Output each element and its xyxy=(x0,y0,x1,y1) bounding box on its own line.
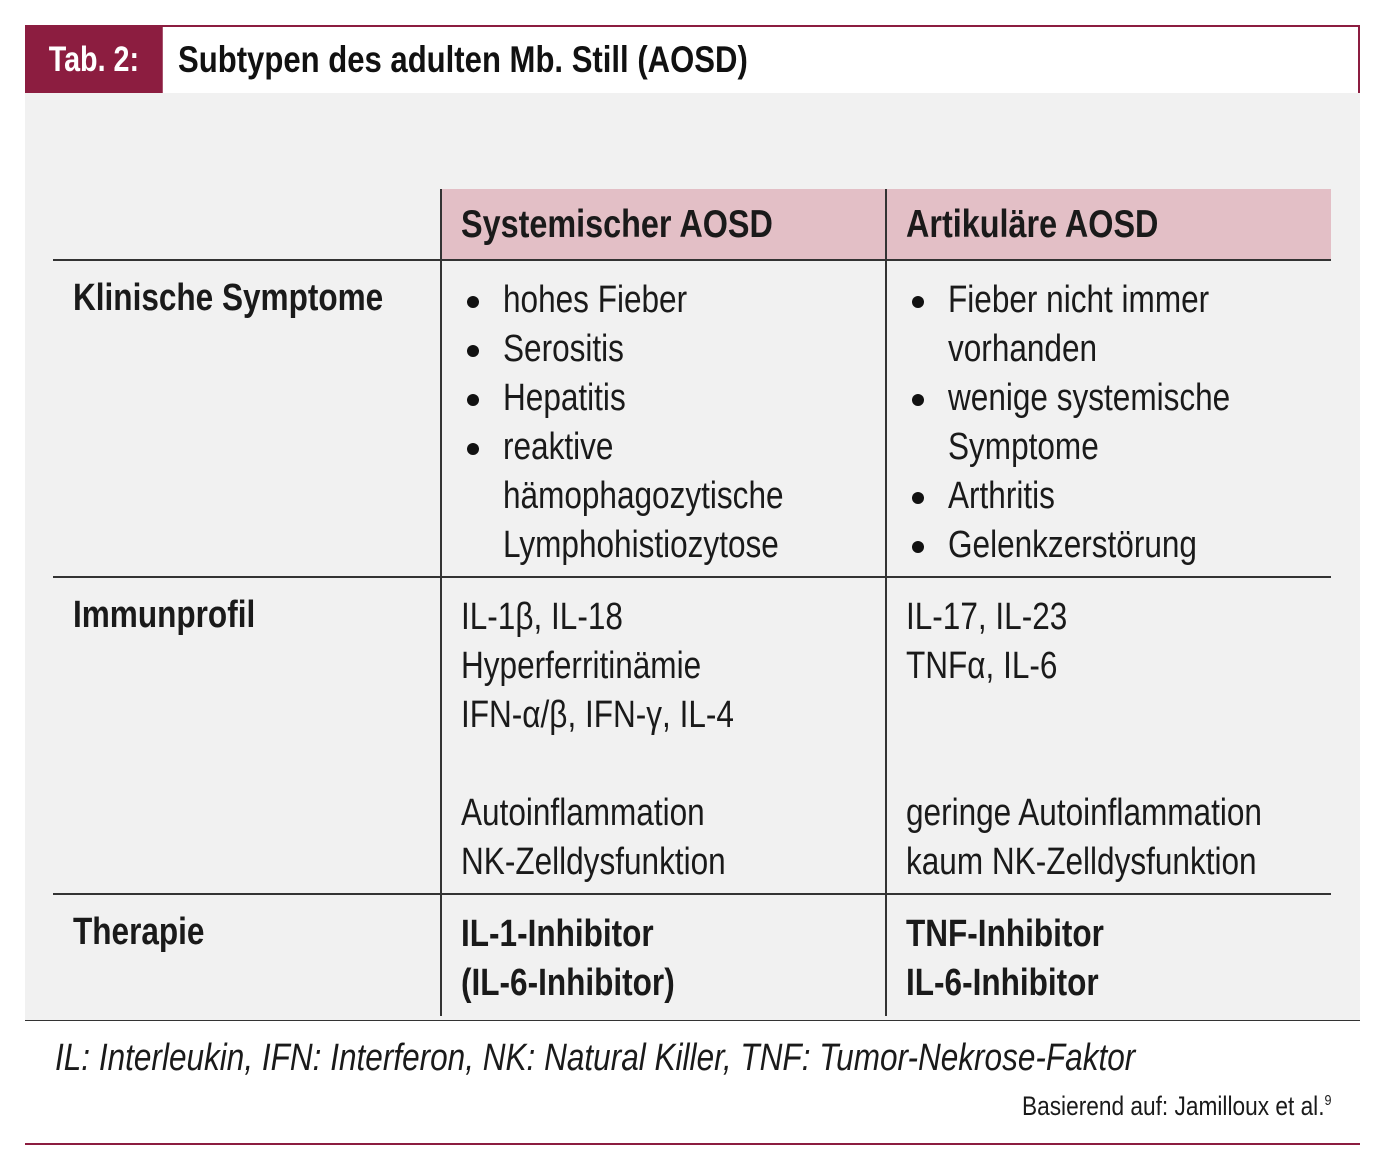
cell-symptoms-systemic xyxy=(461,276,881,570)
bullet-icon xyxy=(912,541,924,553)
row-label-immune: Immunprofil xyxy=(73,594,256,636)
list-item: Gelenkzerstörung xyxy=(906,521,1326,570)
abbreviations-note: IL: Interleukin, IFN: Interferon, NK: Natural Killer, TNF: Tumor-Nekrose-Faktor xyxy=(55,1037,1136,1079)
list-item: reaktive hämophagozytische Lymphohistiozytose xyxy=(461,423,881,570)
cell-symptoms-articular xyxy=(906,276,1326,570)
list-item: wenige systemische Symptome xyxy=(906,374,1326,472)
row-divider-immune xyxy=(53,893,1331,895)
list-item: Arthritis xyxy=(906,472,1326,521)
reference-number: 9 xyxy=(1324,1092,1332,1109)
bullet-icon xyxy=(912,394,924,406)
cell-therapy-systemic: IL-1-Inhibitor (IL-6-Inhibitor) xyxy=(461,913,675,1004)
list-item: hohes Fieber xyxy=(461,276,881,325)
row-label-symptoms: Klinische Symptome xyxy=(73,277,384,319)
cell-immune-systemic: IL-1β, IL-18 Hyperferritinämie IFN-α/β, IFN-γ, IL-4 Autoinflammation NK-Zelldysfunktion xyxy=(461,596,734,883)
table-figure xyxy=(25,25,1360,1145)
list-item: Hepatitis xyxy=(461,374,881,423)
bullet-icon xyxy=(467,443,479,455)
header-articular-label: Artikuläre AOSD xyxy=(906,203,1159,246)
header-systemic xyxy=(441,189,886,259)
row-divider-header xyxy=(53,259,1331,261)
list-item: Fieber nicht immer vorhanden xyxy=(906,276,1326,374)
cell-immune-articular: IL-17, IL-23 TNFα, IL-6 geringe Autoinflammation kaum NK-Zelldysfunktion xyxy=(906,596,1262,883)
row-divider-symptoms xyxy=(53,576,1331,578)
table-title: Subtypen des adulten Mb. Still (AOSD) xyxy=(178,39,748,80)
header-systemic-label: Systemischer AOSD xyxy=(461,203,773,246)
source-note: Basierend auf: Jamilloux et al.$^9$ xyxy=(1022,1091,1332,1121)
column-divider-2 xyxy=(885,189,887,1016)
table-panel xyxy=(25,93,1360,1020)
row-label-therapy: Therapie xyxy=(73,911,205,953)
footer-rule xyxy=(25,1143,1360,1145)
tab-label: Tab. 2: xyxy=(25,25,163,95)
header-articular xyxy=(886,189,1331,259)
table-footer xyxy=(25,1020,1360,1145)
title-bar xyxy=(25,25,1360,93)
bullet-icon xyxy=(912,492,924,504)
bullet-icon xyxy=(912,296,924,308)
bullet-icon xyxy=(467,296,479,308)
bullet-icon xyxy=(467,345,479,357)
list-item: Serositis xyxy=(461,325,881,374)
bullet-icon xyxy=(467,394,479,406)
column-divider-1 xyxy=(440,189,442,1016)
cell-therapy-articular: TNF-Inhibitor IL-6-Inhibitor xyxy=(906,913,1104,1004)
